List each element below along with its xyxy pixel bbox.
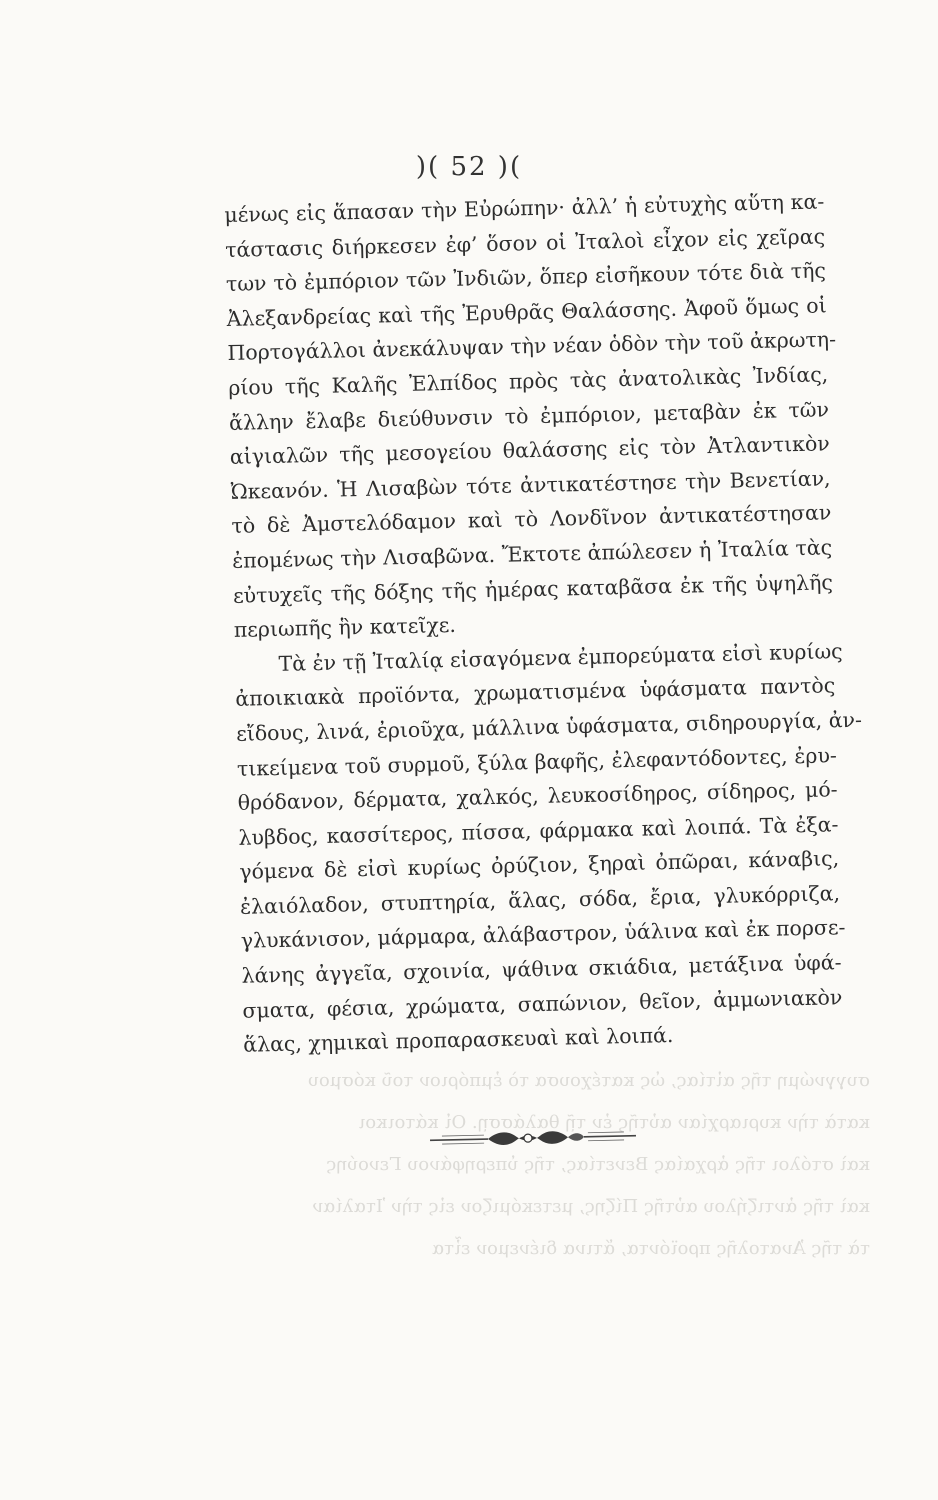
text-line: ἐλαιόλαδον, στυπτηρία, ἅλας, σόδα, ἔρια, γλυκόρριζα, [239, 881, 841, 919]
text-line: τικείμενα τοῦ συρμοῦ, ξύλα βαφῆς, ἐλεφαντόδοντες, ἐρυ- [236, 742, 838, 781]
text-line: γλυκάνισον, μάρμαρα, ἀλάβαστρον, ὑάλινα καὶ ἐκ πορσε- [240, 915, 846, 954]
text-line: λυβδος, κασσίτερος, πίσσα, φάρμακα καὶ λοιπά. Τὰ ἐξα- [238, 811, 839, 850]
text-line: Τὰ ἐν τῇ Ἰταλίᾳ εἰσαγόμενα ἐμπορεύματα εἰσὶ κυρίως [278, 638, 843, 676]
text-line: περιωπῆς ἣν κατεῖχε. [233, 612, 457, 643]
text-line: θρόδανον, δέρματα, χαλκός, λευκοσίδηρος, σίδηρος, μό- [237, 777, 838, 815]
text-line: σματα, φέσια, χρώματα, σαπώνιον, θεῖον, ἀμμωνιακὸν [242, 984, 843, 1023]
text-line: ἀποικιακὰ προϊόντα, χρωματισμένα ὑφάσματα παντὸς [235, 673, 836, 712]
show-through-text: κατὰ τὴν κυριαρχίαν αὐτῆς ἐν τῇ θαλάσσῃ. Οἱ κάτοικοι [358, 1112, 870, 1133]
text-line: μένως εἰς ἅπασαν τὴν Εὐρώπην· ἀλλ’ ἡ εὐτυχὴς αὕτη κα- [224, 189, 825, 227]
text-line: ἐπομένως τὴν Λισαβῶνα. Ἔκτοτε ἀπώλεσεν ἡ Ἰταλία τὰς [231, 535, 833, 573]
text-line: τὸ δὲ Ἀμστελόδαμον καὶ τὸ Λονδῖνον ἀντικατέστησαν [231, 500, 832, 539]
text-line: τάστασις διήρκεσεν ἐφ’ ὅσον οἱ Ἰταλοὶ εἶχον εἰς χεῖρας [224, 223, 826, 262]
text-line: λάνης ἀγγεῖα, σχοινία, ψάθινα σκιάδια, μετάξινα ὑφά- [241, 950, 842, 988]
text-line: αἰγιαλῶν τῆς μεσογείου θαλάσσης εἰς τὸν Ἀτλαντικὸν [229, 431, 830, 470]
text-line: Πορτογάλλοι ἀνεκάλυψαν τὴν νέαν ὁδὸν τὴν τοῦ ἀκρωτη- [227, 327, 837, 366]
text-line: εὐτυχεῖς τῆς δόξης τῆς ἡμέρας καταβᾶσα ἐκ τῆς ὑψηλῆς [232, 569, 834, 608]
text-line: ρίου τῆς Καλῆς Ἐλπίδος πρὸς τὰς ἀνατολικὰς Ἰνδίας, [228, 362, 829, 400]
text-line: ἅλας, χημικαὶ προπαρασκευαὶ καὶ λοιπά. [242, 1023, 674, 1058]
show-through-text: καὶ στόλοι τῆς ἀρχαίας Βενετίας, τῆς ὑπερηφάνου Γενούης [326, 1154, 870, 1175]
show-through-text: καὶ τῆς ἀντιζήλου αὐτῆς Πίζης, μετεκόμιζον εἰς τὴν Ἰταλίαν [312, 1196, 870, 1217]
page-number: )( 52 )( [415, 152, 523, 182]
text-line: Ὠκεανόν. Ἡ Λισαβὼν τότε ἀντικατέστησε τὴν Βενετίαν, [230, 466, 831, 504]
text-line: των τὸ ἐμπόριον τῶν Ἰνδιῶν, ὅπερ εἰσῆκουν τότε διὰ τῆς [225, 258, 827, 297]
show-through-text: συγγνώμη τῆς αἰτίας, ὡς κατέχουσα τὸ ἐμπόριον τοῦ κόσμου [307, 1070, 870, 1091]
show-through-text: τὰ τῆς Ἀνατολῆς προϊόντα, ἅτινα διένεμον εἶτα [431, 1238, 870, 1259]
text-line: ἄλλην ἔλαβε διεύθυνσιν τὸ ἐμπόριον, μεταβὰν ἐκ τῶν [228, 396, 830, 435]
text-line: Ἀλεξανδρείας καὶ τῆς Ἐρυθρᾶς Θαλάσσης. Ἀφοῦ ὅμως οἱ [226, 293, 827, 331]
text-line: εἴδους, λινά, ἐριοῦχα, μάλλινα ὑφάσματα, σιδηρουργία, ἀν- [235, 707, 863, 746]
body-text [224, 184, 863, 1062]
text-line: γόμενα δὲ εἰσὶ κυρίως ὀρύζιον, ξηραὶ ὀπῶραι, κάναβις, [239, 846, 840, 885]
